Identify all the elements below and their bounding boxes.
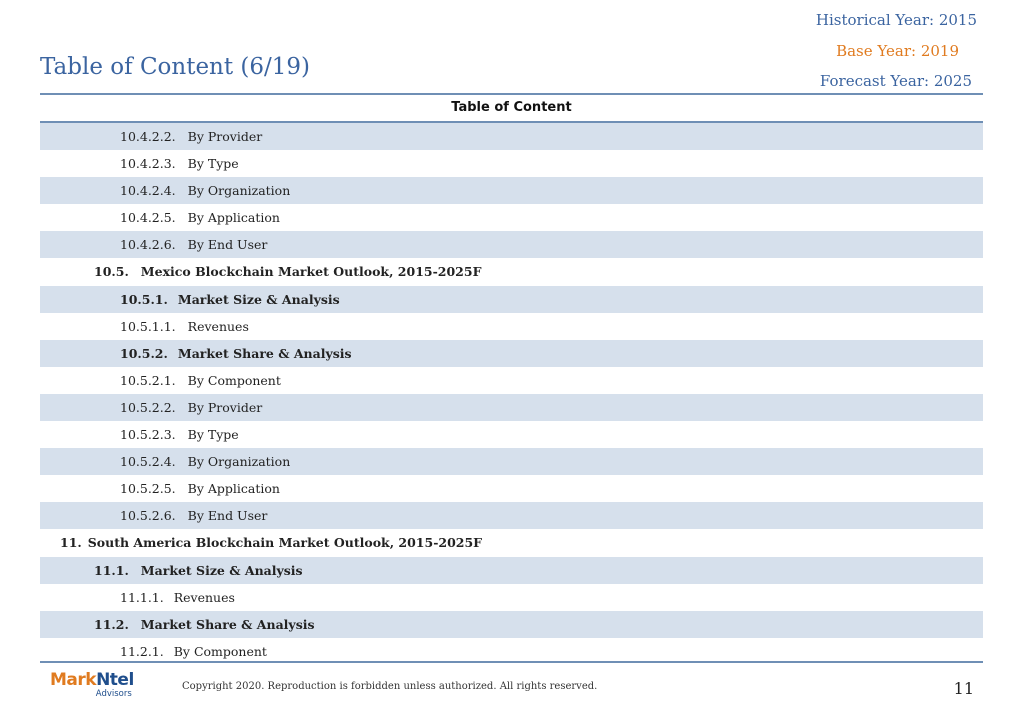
- toc-text: By Organization: [187, 183, 291, 199]
- toc-number: 10.4.2.5.: [120, 210, 176, 226]
- toc-number: 10.5.: [94, 264, 129, 280]
- toc-row: [40, 367, 983, 394]
- toc-text: By Application: [187, 481, 280, 497]
- toc-number: 10.5.2.2.: [120, 399, 176, 415]
- toc-number: 10.5.2.1.: [120, 372, 176, 388]
- toc-row: [40, 231, 983, 258]
- toc-row: [40, 611, 983, 638]
- toc-number: 11.1.: [94, 562, 129, 578]
- toc-text: Market Size & Analysis: [177, 291, 340, 307]
- toc-row: [40, 177, 983, 204]
- marknetl-logo: [50, 671, 134, 699]
- logo-wordmark: [50, 671, 134, 689]
- toc-text: By End User: [187, 508, 268, 524]
- toc-number: 11.2.: [94, 616, 129, 632]
- toc-heading: Table of Content: [40, 95, 983, 123]
- toc-text: By Component: [187, 372, 281, 388]
- toc-row: [40, 421, 983, 448]
- toc-row: [40, 584, 983, 611]
- toc-number: 11.: [60, 535, 82, 551]
- toc-text: South America Blockchain Market Outlook, 2015-2025F: [87, 535, 483, 551]
- toc-row: [40, 258, 983, 285]
- logo-part-ntel: Ntel: [96, 670, 134, 690]
- toc-text: Market Share & Analysis: [177, 345, 352, 361]
- toc-row: [40, 557, 983, 584]
- toc-number: 10.4.2.6.: [120, 237, 176, 253]
- toc-text: By Type: [187, 156, 239, 172]
- toc-row: [40, 123, 983, 150]
- toc-number: 10.5.2.: [120, 345, 168, 361]
- toc-row: [40, 204, 983, 231]
- toc-row: [40, 340, 983, 367]
- toc-row: [40, 286, 983, 313]
- toc-number: 10.5.1.1.: [120, 318, 176, 334]
- page-number: 11: [953, 679, 974, 698]
- toc-table: [40, 93, 983, 665]
- forecast-year: Forecast Year: 2025: [819, 72, 972, 90]
- logo-part-mark: Mark: [50, 670, 97, 690]
- toc-text: By Type: [187, 427, 239, 443]
- toc-row: [40, 448, 983, 475]
- toc-text: Mexico Blockchain Market Outlook, 2015-2025F: [140, 264, 482, 280]
- toc-row: [40, 313, 983, 340]
- toc-number: 10.5.2.4.: [120, 454, 176, 470]
- toc-row: [40, 475, 983, 502]
- toc-number: 10.5.1.: [120, 291, 168, 307]
- toc-number: 10.5.2.6.: [120, 508, 176, 524]
- toc-number: 10.5.2.5.: [120, 481, 176, 497]
- toc-number: 11.2.1.: [120, 643, 164, 659]
- toc-text: Market Share & Analysis: [140, 616, 315, 632]
- toc-text: By Provider: [187, 399, 263, 415]
- toc-row: [40, 502, 983, 529]
- toc-row: [40, 150, 983, 177]
- toc-number: 11.1.1.: [120, 589, 164, 605]
- footer-divider: [40, 661, 983, 663]
- toc-text: By End User: [187, 237, 268, 253]
- historical-year: Historical Year: 2015: [815, 11, 977, 29]
- copyright-notice: Copyright 2020. Reproduction is forbidden unless authorized. All rights reserved.: [182, 681, 598, 692]
- toc-number: 10.5.2.3.: [120, 427, 176, 443]
- logo-subtitle: Advisors: [95, 689, 132, 699]
- toc-number: 10.4.2.2.: [120, 129, 176, 144]
- base-year: Base Year: 2019: [836, 42, 959, 60]
- page-title: Table of Content (6/19): [40, 54, 311, 80]
- toc-number: 10.4.2.3.: [120, 156, 176, 172]
- toc-row: [40, 529, 983, 556]
- toc-text: By Application: [187, 210, 280, 226]
- toc-text: By Component: [173, 643, 267, 659]
- toc-text: Revenues: [187, 318, 249, 334]
- toc-text: Market Size & Analysis: [140, 562, 303, 578]
- toc-number: 10.4.2.4.: [120, 183, 176, 199]
- toc-row: [40, 394, 983, 421]
- toc-text: By Organization: [187, 454, 291, 470]
- toc-text: Revenues: [173, 589, 235, 605]
- toc-text: By Provider: [187, 129, 263, 144]
